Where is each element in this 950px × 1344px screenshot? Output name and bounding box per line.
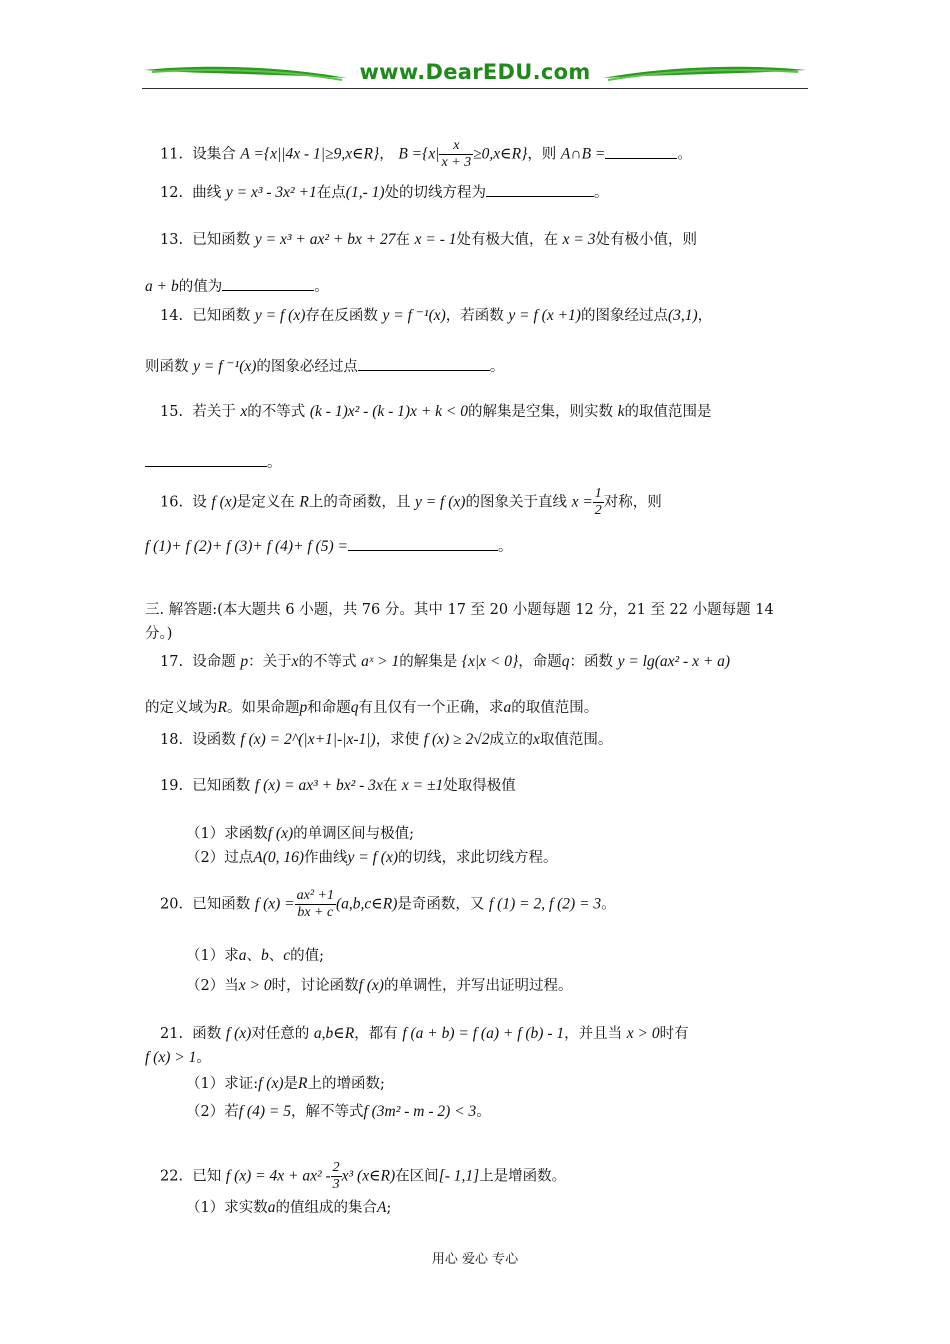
question-13: 13. 已知函数 y = x³ + ax² + bx + 27在 x = - 1处有极大值，在 x = 3处有极小值，则 (160, 231, 697, 248)
question-17: 17. 设命题 p：关于x的不等式 aˣ > 1的解集是 {x|x < 0}，命题q：函数 y = lg(ax² - x + a) (160, 653, 731, 670)
question-19: 19. 已知函数 f (x) = ax³ + bx² - 3x在 x = ±1处取得极值 (160, 777, 516, 794)
question-19-part-2: （2）过点A(0, 16)作曲线y = f (x)的切线，求此切线方程。 (186, 849, 558, 866)
question-16: 16. 设 f (x)是定义在 R上的奇函数，且 y = f (x)的图象关于直线 x = $\frac{1}{2}$ 对称，则 (160, 486, 662, 518)
fraction-one-half: $\frac{1}{2}$ (594, 486, 602, 518)
fraction-x-over-x3: $\frac{x}{x + 3}$ (441, 138, 472, 170)
question-22-part-1: （1）求实数a的值组成的集合A; (186, 1199, 392, 1216)
fraction-two-thirds: $\frac{2}{3}$ (332, 1160, 340, 1192)
question-14: 14. 已知函数 y = f (x)存在反函数 y = f ⁻¹(x)，若函数 y = f (x +1)的图象经过点(3,1)， (160, 307, 713, 324)
fraction-ax2-over-bxc: $\frac{\text{ax² +1}}{bx + c}$ (296, 888, 334, 920)
question-14-cont: 则函数 y = f ⁻¹(x)的图象必经过点 。 (145, 358, 505, 375)
question-21-part-1: （1）求证:f (x)是R上的增函数; (186, 1075, 385, 1092)
question-22: 22. 已知 f (x) = 4x + ax² - $\frac{2}{3}$ x³ (x∈R)在区间[- 1,1]上是增函数。 (160, 1160, 567, 1192)
header-rule (142, 88, 808, 89)
question-21-part-2: （2）若f (4) = 5，解不等式f (3m² - m - 2) < 3。 (186, 1103, 491, 1120)
answer-blank[interactable] (605, 144, 677, 159)
question-21-cont: f (x) > 1。 (145, 1049, 211, 1066)
section-3-heading-cont: 分。) (145, 626, 173, 642)
question-11: 11. 设集合 A ={x||4x - 1|≥9,x∈R}， B ={x| $\frac{x}{x + 3}$ ≥0,x∈R}，则 A∩B = 。 (160, 138, 692, 170)
question-20: 20. 已知函数 f (x) = $\frac{\text{ax² +1}}{bx + c}$ (a,b,c∈R)是奇函数，又 f (1) = 2, f (2) = 3。 (160, 888, 616, 920)
right-swoosh-icon (598, 58, 808, 88)
question-15: 15. 若关于 x的不等式 (k - 1)x² - (k - 1)x + k < 0的解集是空集，则实数 k的取值范围是 (160, 403, 712, 420)
header-banner (142, 58, 808, 94)
answer-blank[interactable] (145, 452, 267, 467)
question-12: 12. 曲线 y = x³ - 3x² +1在点(1,- 1)处的切线方程为 。 (160, 184, 609, 201)
question-16-cont: f (1)+ f (2)+ f (3)+ f (4)+ f (5) = 。 (145, 538, 513, 555)
question-19-part-1: （1）求函数f (x)的单调区间与极值; (186, 825, 415, 842)
question-15-cont: 。 (145, 452, 810, 473)
question-17-cont: 的定义域为R。如果命题p和命题q有且仅有一个正确，求a的取值范围。 (145, 699, 599, 716)
question-18: 18. 设函数 f (x) = 2^(|x+1|-|x-1|)，求使 f (x) ≥ 2√2成立的x取值范围。 (160, 731, 613, 748)
site-brand[interactable]: www.DearEDU.com (359, 60, 591, 84)
answer-blank[interactable] (486, 182, 594, 197)
question-21: 21. 函数 f (x)对任意的 a,b∈R，都有 f (a + b) = f (a) + f (b) - 1，并且当 x > 0时有 (160, 1025, 689, 1042)
section-3-heading: 三. 解答题:(本大题共 6 小题，共 76 分。其中 17 至 20 小题每题 12 分，21 至 22 小题每题 14 (145, 602, 774, 618)
answer-blank[interactable] (222, 276, 314, 291)
page-footer: 用心 爱心 专心 (431, 1252, 519, 1267)
question-13-cont: a + b的值为 。 (145, 278, 329, 295)
answer-blank[interactable] (348, 536, 498, 551)
question-20-part-1: （1）求a、b、c的值; (186, 947, 325, 964)
question-20-part-2: （2）当x > 0时，讨论函数f (x)的单调性，并写出证明过程。 (186, 977, 573, 994)
answer-blank[interactable] (358, 356, 490, 371)
